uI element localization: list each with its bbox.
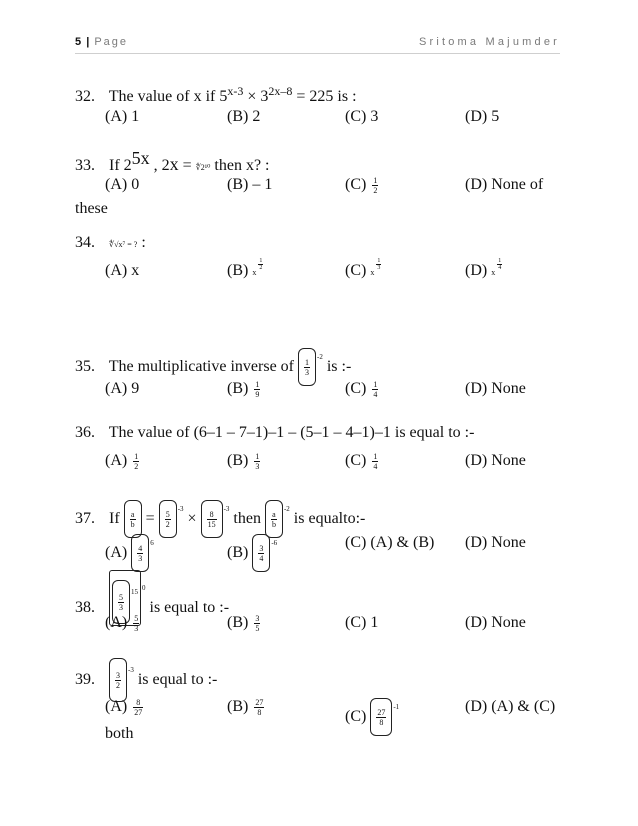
- option-a: (A) 1: [105, 108, 140, 125]
- numerator: a: [130, 510, 135, 520]
- question-33: [75, 145, 575, 219]
- option-d: (D) None: [465, 534, 526, 551]
- exponent: 15: [131, 588, 138, 596]
- option-a: (A) 0: [105, 176, 140, 193]
- option-label: (C): [345, 262, 367, 279]
- option-label: (C): [345, 176, 367, 193]
- stem-text: If: [109, 510, 120, 527]
- option-label: (C): [345, 708, 367, 725]
- parenthesized-fraction: [131, 534, 149, 572]
- stem-text: The value of x if 5: [108, 88, 228, 105]
- page-number: 5: [75, 36, 82, 48]
- times-sign: ×: [187, 510, 197, 527]
- denominator: 27: [134, 707, 143, 717]
- base: x: [252, 268, 257, 277]
- question-32: [75, 78, 575, 130]
- option-a: [105, 446, 141, 476]
- numerator: a: [272, 510, 276, 520]
- fraction: [254, 380, 260, 399]
- fraction: [133, 698, 143, 717]
- equals-sign: =: [145, 510, 155, 527]
- question-35: [75, 340, 575, 404]
- numerator: 8: [133, 698, 143, 708]
- stem-text: is equal to :-: [137, 671, 218, 688]
- fraction: [137, 544, 143, 563]
- stem-text: then x? :: [214, 157, 270, 174]
- fraction: [372, 176, 378, 195]
- numerator: 5: [165, 510, 170, 520]
- question-stem: [75, 145, 575, 174]
- question-number: 37.: [75, 510, 95, 527]
- option-label: (B): [227, 380, 249, 397]
- denominator: 2: [134, 461, 139, 471]
- question-number: 32.: [75, 88, 95, 105]
- fraction: [372, 452, 378, 471]
- option-b: (B) – 1: [227, 176, 273, 193]
- options-row: [75, 446, 575, 476]
- exponent: -3: [128, 666, 134, 674]
- denominator: 8: [379, 718, 384, 728]
- exponent: -1: [393, 703, 400, 711]
- page-header: [75, 36, 560, 54]
- question-37: [75, 492, 575, 564]
- question-38: [75, 568, 575, 638]
- fraction-exponent: [376, 258, 381, 271]
- page-word: Page: [94, 36, 129, 48]
- question-stem: [75, 230, 575, 256]
- question-number: 33.: [75, 157, 95, 174]
- option-d-continued: these: [75, 200, 108, 217]
- page-number-label: [75, 36, 128, 48]
- options-row: [75, 526, 575, 564]
- denominator: 2: [259, 265, 263, 271]
- option-b: [227, 690, 266, 724]
- exponent: x-3: [227, 84, 244, 98]
- options-continuation: [75, 724, 575, 744]
- option-b: [227, 608, 262, 638]
- question-stem: [75, 650, 575, 690]
- option-a: (A) x: [105, 262, 140, 279]
- option-label: (A): [105, 452, 128, 469]
- option-c: (C) 1: [345, 614, 379, 631]
- equals-sign: =: [182, 157, 192, 174]
- fraction: [133, 614, 139, 633]
- exponent: -2: [283, 505, 290, 513]
- option-c: [345, 256, 383, 288]
- times-sign: ×: [247, 88, 257, 105]
- question-34: [75, 230, 575, 286]
- option-d: (D) (A) & (C): [465, 698, 556, 715]
- numerator: 5: [119, 593, 123, 603]
- options-continuation: [75, 199, 575, 219]
- options-row: [75, 608, 575, 638]
- stem-text: then: [233, 510, 261, 527]
- options-row: [75, 104, 575, 130]
- option-d: (D) None: [465, 380, 526, 397]
- question-stem: [75, 568, 575, 616]
- option-b: (B) 2: [227, 108, 261, 125]
- exponent: -3: [223, 505, 230, 513]
- question-number: 35.: [75, 358, 95, 375]
- denominator: 4: [373, 461, 378, 471]
- stem-text: If 2: [109, 157, 132, 174]
- option-b: [227, 446, 262, 476]
- numerator: 1: [259, 258, 263, 264]
- exponent: -2: [317, 353, 323, 361]
- fraction: [115, 671, 121, 690]
- fraction: [133, 452, 139, 471]
- question-39: [75, 650, 575, 744]
- base: x: [370, 268, 375, 277]
- option-label: (B): [227, 452, 249, 469]
- stem-text: is equal to :-: [149, 599, 230, 616]
- fraction: [254, 614, 260, 633]
- option-c: [345, 171, 380, 199]
- base: 2: [161, 157, 170, 174]
- question-number: 39.: [75, 671, 95, 688]
- numerator: 1: [498, 258, 502, 264]
- parenthesized-fraction: [252, 534, 270, 572]
- question-stem: [75, 340, 575, 378]
- header-divider: [75, 53, 560, 54]
- stem-text: :: [141, 234, 146, 251]
- fraction-exponent: [258, 258, 263, 271]
- stem-text: The multiplicative inverse of: [108, 358, 294, 375]
- option-c: (C) 3: [345, 108, 379, 125]
- numerator: 5: [134, 613, 139, 623]
- fraction: [254, 698, 264, 717]
- numerator: 1: [134, 451, 139, 461]
- numerator: 1: [305, 358, 309, 368]
- fraction: [372, 380, 378, 399]
- option-label: (A): [105, 544, 128, 561]
- option-label: (B): [227, 544, 249, 561]
- fraction: [254, 452, 260, 471]
- option-label: (A): [105, 698, 128, 715]
- option-d-continued: both: [105, 725, 134, 742]
- option-d: [465, 256, 504, 288]
- denominator: 9: [255, 389, 260, 399]
- option-c: (C) (A) & (B): [345, 534, 435, 551]
- numerator: 1: [373, 379, 378, 389]
- denominator: 4: [259, 554, 264, 564]
- denominator: 4: [373, 389, 378, 399]
- stem-text: = 225 is :: [296, 88, 357, 105]
- question-number: 38.: [75, 599, 95, 616]
- options-row: [75, 171, 575, 199]
- option-c: [345, 374, 380, 404]
- exponent: 0: [142, 584, 146, 592]
- numerator: 1: [255, 379, 260, 389]
- denominator: 4: [498, 265, 502, 271]
- denominator: 3: [138, 554, 143, 564]
- base: x: [491, 268, 496, 277]
- options-row: [75, 374, 575, 404]
- option-label: (C): [345, 380, 367, 397]
- denominator: 5: [255, 623, 260, 633]
- question-stem: [75, 492, 575, 530]
- denominator: 8: [257, 707, 262, 717]
- option-d: (D) 5: [465, 108, 500, 125]
- denominator: b: [130, 520, 135, 530]
- radical-expression: ∜2¹⁰: [195, 163, 211, 172]
- options-row: [75, 256, 575, 286]
- exponent: 5x: [131, 148, 150, 168]
- numerator: 3: [116, 671, 120, 681]
- numerator: 8: [207, 510, 217, 520]
- stem-text: is equalto:-: [293, 510, 366, 527]
- denominator: 3: [305, 368, 309, 378]
- numerator: 1: [377, 258, 381, 264]
- option-d: (D) None: [465, 614, 526, 631]
- denominator: 3: [134, 623, 139, 633]
- numerator: 1: [373, 175, 378, 185]
- option-d: (D) None of: [465, 176, 544, 193]
- fraction: [258, 544, 264, 563]
- options-row: [75, 690, 575, 728]
- question-stem: [75, 420, 575, 446]
- question-number: 36.: [75, 424, 95, 441]
- option-b: [227, 526, 277, 572]
- question-stem: [75, 78, 575, 104]
- question-number: 34.: [75, 234, 95, 251]
- option-a: [105, 690, 145, 724]
- option-b: [227, 256, 265, 288]
- radical-expression: ∜√x⁷ = ?: [109, 240, 138, 249]
- author-name: Sritoma Majumder: [418, 36, 560, 48]
- fraction-exponent: [497, 258, 502, 271]
- exponent: x: [169, 154, 179, 174]
- option-label: (D): [465, 262, 488, 279]
- option-label: (C): [345, 452, 367, 469]
- comma: ,: [153, 157, 158, 174]
- option-label: (A): [105, 614, 128, 631]
- option-a: [105, 608, 141, 638]
- option-d: (D) None: [465, 452, 526, 469]
- denominator: b: [271, 520, 276, 530]
- numerator: 27: [255, 697, 264, 707]
- denominator: 3: [377, 265, 381, 271]
- question-36: [75, 420, 575, 476]
- exponent: -3: [177, 505, 184, 513]
- denominator: 3: [255, 461, 260, 471]
- exponent: 6: [150, 539, 154, 547]
- base: 3: [260, 88, 269, 105]
- exponent: -6: [271, 539, 278, 547]
- option-label: (B): [227, 614, 249, 631]
- numerator: 1: [373, 451, 378, 461]
- denominator: 2: [165, 520, 170, 530]
- option-label: (B): [227, 698, 249, 715]
- option-c: [345, 446, 380, 476]
- exponent: 2x–8: [268, 84, 293, 98]
- stem-text: The value of (6–1 – 7–1)–1 – (5–1 – 4–1)–1 is equal to :-: [108, 424, 475, 441]
- numerator: 3: [259, 544, 264, 554]
- stem-text: is :-: [326, 358, 352, 375]
- numerator: 3: [255, 613, 260, 623]
- option-label: (B): [227, 262, 249, 279]
- denominator: 2: [116, 681, 120, 691]
- denominator: 2: [373, 185, 378, 195]
- numerator: 27: [377, 708, 386, 718]
- option-b: [227, 374, 262, 404]
- option-a: [105, 526, 154, 572]
- denominator: 3: [119, 603, 123, 613]
- page-separator: |: [86, 36, 90, 48]
- denominator: 15: [207, 520, 216, 530]
- numerator: 4: [138, 544, 143, 554]
- option-a: (A) 9: [105, 380, 140, 397]
- numerator: 1: [255, 451, 260, 461]
